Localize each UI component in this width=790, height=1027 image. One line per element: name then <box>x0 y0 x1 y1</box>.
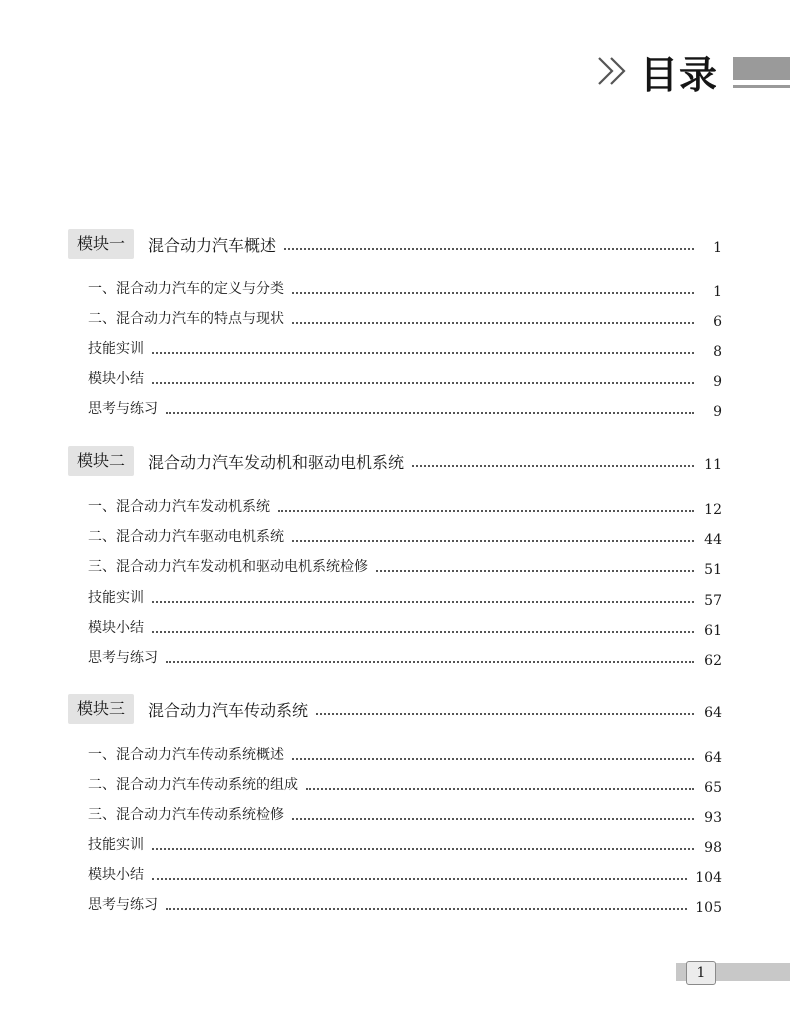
entry-title: 二、混合动力汽车传动系统的组成 <box>88 777 298 793</box>
entry-page-number: 98 <box>704 840 722 856</box>
dot-leader <box>292 292 694 294</box>
toc-entry[interactable] <box>88 615 722 639</box>
entry-title: 二、混合动力汽车驱动电机系统 <box>88 529 284 545</box>
entry-title: 一、混合动力汽车传动系统概述 <box>88 747 284 763</box>
dot-leader <box>152 878 687 880</box>
entry-title: 二、混合动力汽车的特点与现状 <box>88 311 284 327</box>
toc-module-2[interactable] <box>68 446 722 476</box>
entry-page-number: 62 <box>704 653 722 669</box>
dot-leader <box>152 631 694 633</box>
entry-title: 思考与练习 <box>88 401 158 417</box>
module-tag: 模块三 <box>68 694 134 724</box>
toc-entry[interactable] <box>88 802 722 826</box>
module-title: 混合动力汽车传动系统 <box>148 700 309 720</box>
dot-leader <box>316 713 694 715</box>
entry-title: 模块小结 <box>88 867 144 883</box>
toc-entry[interactable] <box>88 524 722 548</box>
toc-entry[interactable] <box>88 554 722 578</box>
page-number: 1 <box>686 961 716 985</box>
toc-entry[interactable] <box>88 396 722 420</box>
entry-title: 技能实训 <box>88 837 144 853</box>
entry-page-number: 64 <box>704 750 722 766</box>
dot-leader <box>376 570 694 572</box>
entry-title: 技能实训 <box>88 590 144 606</box>
dot-leader <box>152 352 694 354</box>
title-decoration-bar <box>733 57 790 80</box>
toc-entry[interactable] <box>88 494 722 518</box>
entry-page-number: 61 <box>704 623 722 639</box>
dot-leader <box>292 758 694 760</box>
module-title: 混合动力汽车发动机和驱动电机系统 <box>148 452 405 472</box>
entry-title: 一、混合动力汽车的定义与分类 <box>88 281 284 297</box>
entry-title: 三、混合动力汽车发动机和驱动电机系统检修 <box>88 559 368 575</box>
toc-entry[interactable] <box>88 862 722 886</box>
entry-title: 模块小结 <box>88 620 144 636</box>
entry-page-number: 6 <box>713 314 722 330</box>
toc-entry[interactable] <box>88 336 722 360</box>
dot-leader <box>306 788 694 790</box>
toc-module-3[interactable] <box>68 694 722 724</box>
dot-leader <box>166 661 694 663</box>
dot-leader <box>166 908 687 910</box>
toc-entry[interactable] <box>88 892 722 916</box>
entry-page-number: 8 <box>713 344 722 360</box>
entry-page-number: 104 <box>695 870 722 886</box>
toc-entry[interactable] <box>88 645 722 669</box>
entry-page-number: 1 <box>713 284 722 300</box>
entry-title: 三、混合动力汽车传动系统检修 <box>88 807 284 823</box>
entry-title: 技能实训 <box>88 341 144 357</box>
dot-leader <box>152 848 694 850</box>
entry-page-number: 12 <box>704 502 722 518</box>
toc-entry[interactable] <box>88 366 722 390</box>
entry-page-number: 44 <box>704 532 722 548</box>
entry-page-number: 9 <box>713 404 722 420</box>
toc-entry[interactable] <box>88 772 722 796</box>
toc-entry[interactable] <box>88 276 722 300</box>
module-page-number: 64 <box>704 705 722 721</box>
entry-page-number: 93 <box>704 810 722 826</box>
module-title: 混合动力汽车概述 <box>148 235 277 255</box>
entry-page-number: 105 <box>695 900 722 916</box>
title-decoration-line <box>733 85 790 88</box>
entry-page-number: 57 <box>704 593 722 609</box>
dot-leader <box>152 382 694 384</box>
module-tag: 模块一 <box>68 229 134 259</box>
dot-leader <box>152 601 694 603</box>
toc-module-1[interactable] <box>68 229 722 259</box>
double-chevron-right-icon <box>596 54 634 88</box>
entry-page-number: 9 <box>713 374 722 390</box>
dot-leader <box>292 322 694 324</box>
dot-leader <box>292 818 694 820</box>
entry-title: 模块小结 <box>88 371 144 387</box>
dot-leader <box>166 412 694 414</box>
dot-leader <box>292 540 694 542</box>
dot-leader <box>412 465 694 467</box>
entry-page-number: 65 <box>704 780 722 796</box>
entry-title: 思考与练习 <box>88 650 158 666</box>
module-page-number: 1 <box>713 240 722 256</box>
dot-leader <box>278 510 694 512</box>
dot-leader <box>284 248 694 250</box>
entry-page-number: 51 <box>704 562 722 578</box>
module-page-number: 11 <box>704 457 722 473</box>
page-header <box>596 46 718 96</box>
toc-entry[interactable] <box>88 832 722 856</box>
toc-entry[interactable] <box>88 306 722 330</box>
module-tag: 模块二 <box>68 446 134 476</box>
page-title: 目录 <box>640 52 719 97</box>
toc-entry[interactable] <box>88 585 722 609</box>
entry-title: 一、混合动力汽车发动机系统 <box>88 499 270 515</box>
entry-title: 思考与练习 <box>88 897 158 913</box>
toc-entry[interactable] <box>88 742 722 766</box>
